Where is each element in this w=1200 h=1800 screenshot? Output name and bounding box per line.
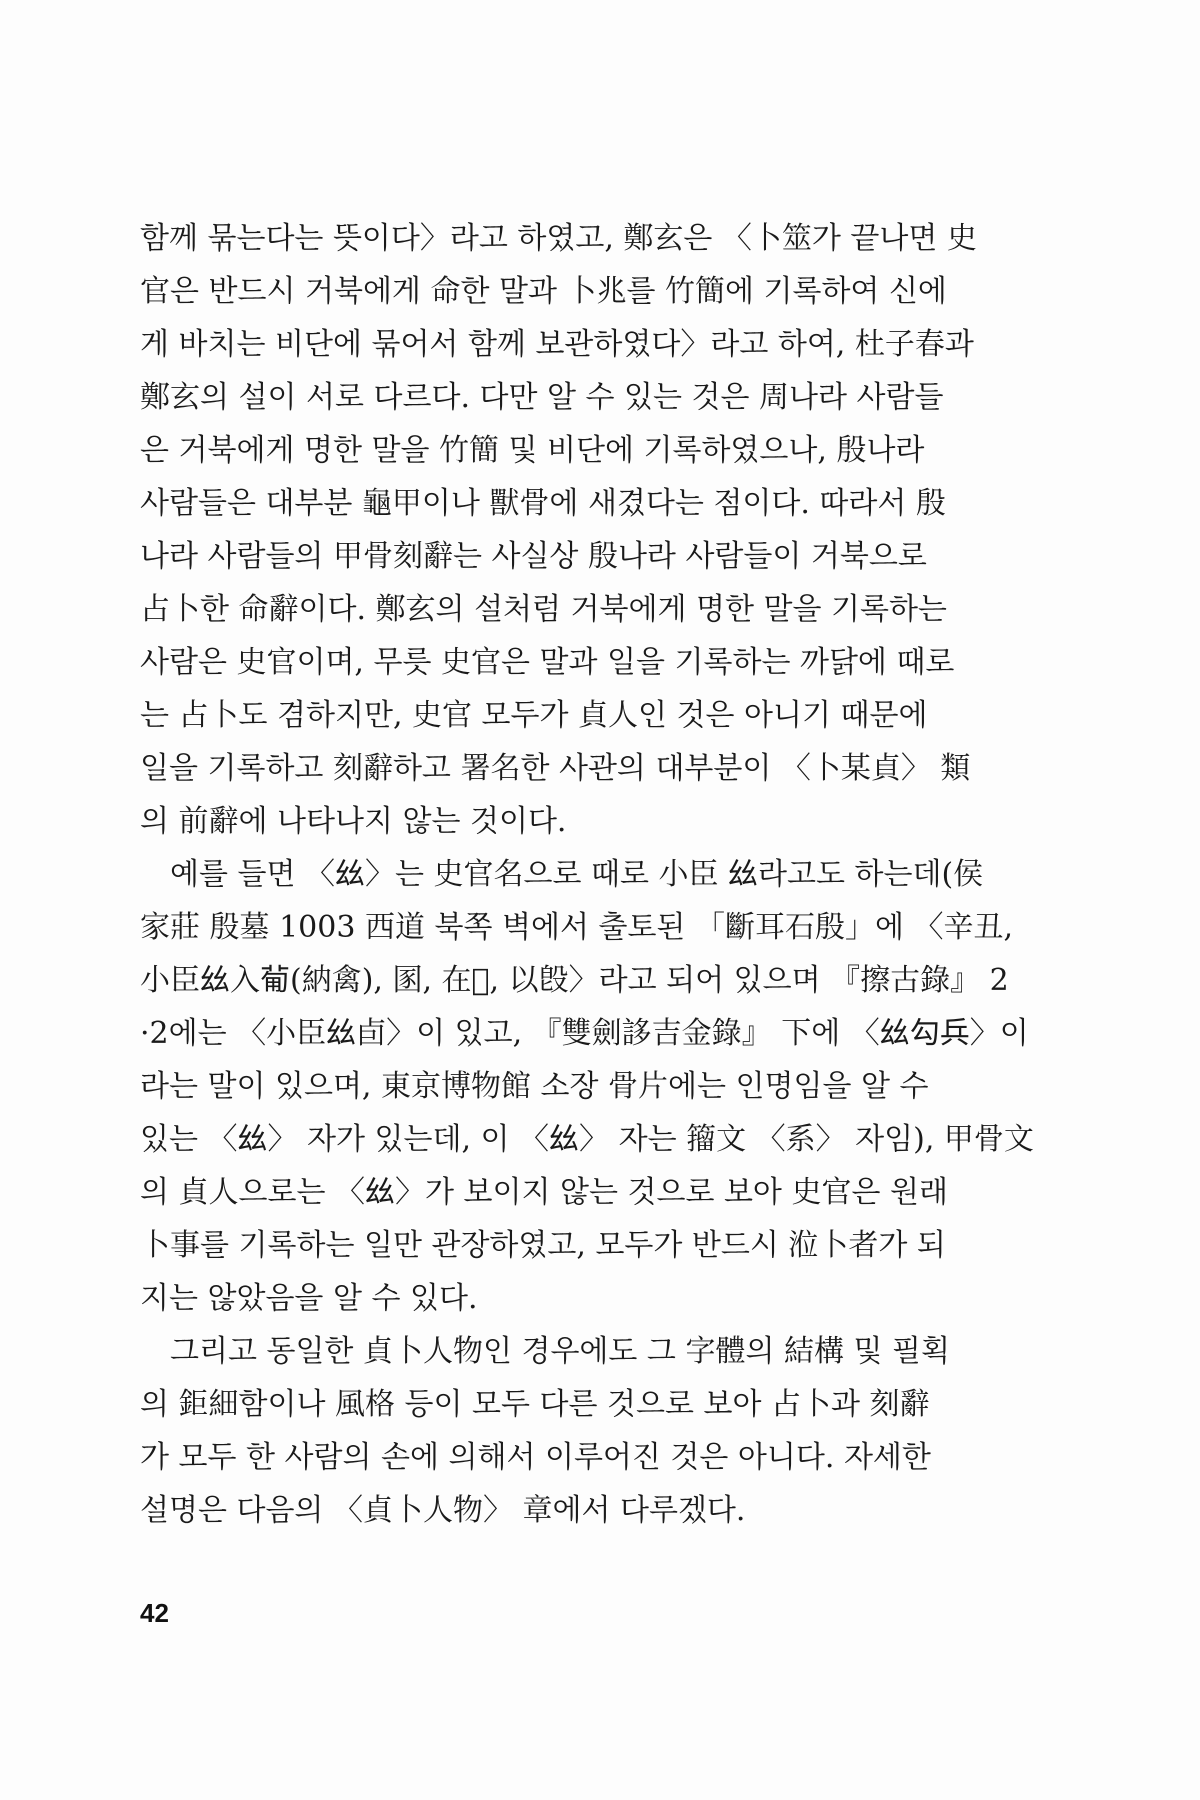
text-line: 게 바치는 비단에 묶어서 함께 보관하였다〉라고 하여, 杜子春과: [140, 327, 974, 362]
text-line: 가 모두 한 사람의 손에 의해서 이루어진 것은 아니다. 자세한: [140, 1440, 931, 1475]
text-line: 의 鉅細함이나 風格 등이 모두 다른 것으로 보아 占卜과 刻辭: [140, 1387, 930, 1422]
text-line: 라는 말이 있으며, 東京博物館 소장 骨片에는 인명임을 알 수: [140, 1069, 929, 1104]
text-line: 의 貞人으로는 〈𢆶〉가 보이지 않는 것으로 보아 史官은 원래: [140, 1175, 948, 1210]
text-line: 官은 반드시 거북에게 命한 말과 卜兆를 竹簡에 기록하여 신에: [140, 274, 947, 309]
text-line: 는 占卜도 겸하지만, 史官 모두가 貞人인 것은 아니기 때문에: [140, 698, 928, 733]
text-line: 함께 묶는다는 뜻이다〉라고 하였고, 鄭玄은 〈卜筮가 끝나면 史: [140, 221, 977, 256]
text-line: 은 거북에게 명한 말을 竹簡 및 비단에 기록하였으나, 殷나라: [140, 433, 925, 468]
paragraph-2: [140, 848, 1060, 1325]
text-line: 있는 〈𢆶〉 자가 있는데, 이 〈𢆶〉 자는 籀文 〈系〉 자임), 甲骨文: [140, 1122, 1034, 1157]
paragraph-1: [140, 212, 1060, 848]
text-line: 예를 들면 〈𢆶〉는 史官名으로 때로 小臣 𢆶라고도 하는데(侯: [170, 857, 984, 892]
text-line: 家莊 殷墓 1003 西道 북쪽 벽에서 출토된 「斷耳石殷」에 〈辛丑,: [140, 910, 1013, 945]
text-line: 지는 않았음을 알 수 있다.: [140, 1281, 478, 1316]
text-line: 일을 기록하고 刻辭하고 署名한 사관의 대부분이 〈卜某貞〉 類: [140, 751, 971, 786]
body-text: [140, 212, 1060, 1537]
text-line: 小臣𢆶入𤰈(納禽), 圂, 在𡩊, 以𣪘〉라고 되어 있으며 『擦古錄』 2: [140, 963, 1009, 998]
text-line: 占卜한 命辭이다. 鄭玄의 설처럼 거북에게 명한 말을 기록하는: [140, 592, 947, 627]
text-line: 卜事를 기록하는 일만 관장하였고, 모두가 반드시 涖卜者가 되: [140, 1228, 946, 1263]
text-line: 사람은 史官이며, 무릇 史官은 말과 일을 기록하는 까닭에 때로: [140, 645, 955, 680]
text-line: 설명은 다음의 〈貞卜人物〉 章에서 다루겠다.: [140, 1493, 746, 1528]
page-number: 42: [140, 1598, 169, 1628]
text-line: ·2에는 〈小臣𢆶卣〉이 있고, 『雙劍誃吉金錄』 下에 〈𢆶勾兵〉이: [140, 1016, 1029, 1051]
text-line: 그리고 동일한 貞卜人物인 경우에도 그 字體의 結構 및 필획: [170, 1334, 950, 1369]
text-line: 의 前辭에 나타나지 않는 것이다.: [140, 804, 567, 839]
text-line: 사람들은 대부분 龜甲이나 獸骨에 새겼다는 점이다. 따라서 殷: [140, 486, 946, 521]
text-line: 나라 사람들의 甲骨刻辭는 사실상 殷나라 사람들이 거북으로: [140, 539, 927, 574]
text-line: 鄭玄의 설이 서로 다르다. 다만 알 수 있는 것은 周나라 사람들: [140, 380, 944, 415]
paragraph-3: [140, 1325, 1060, 1537]
